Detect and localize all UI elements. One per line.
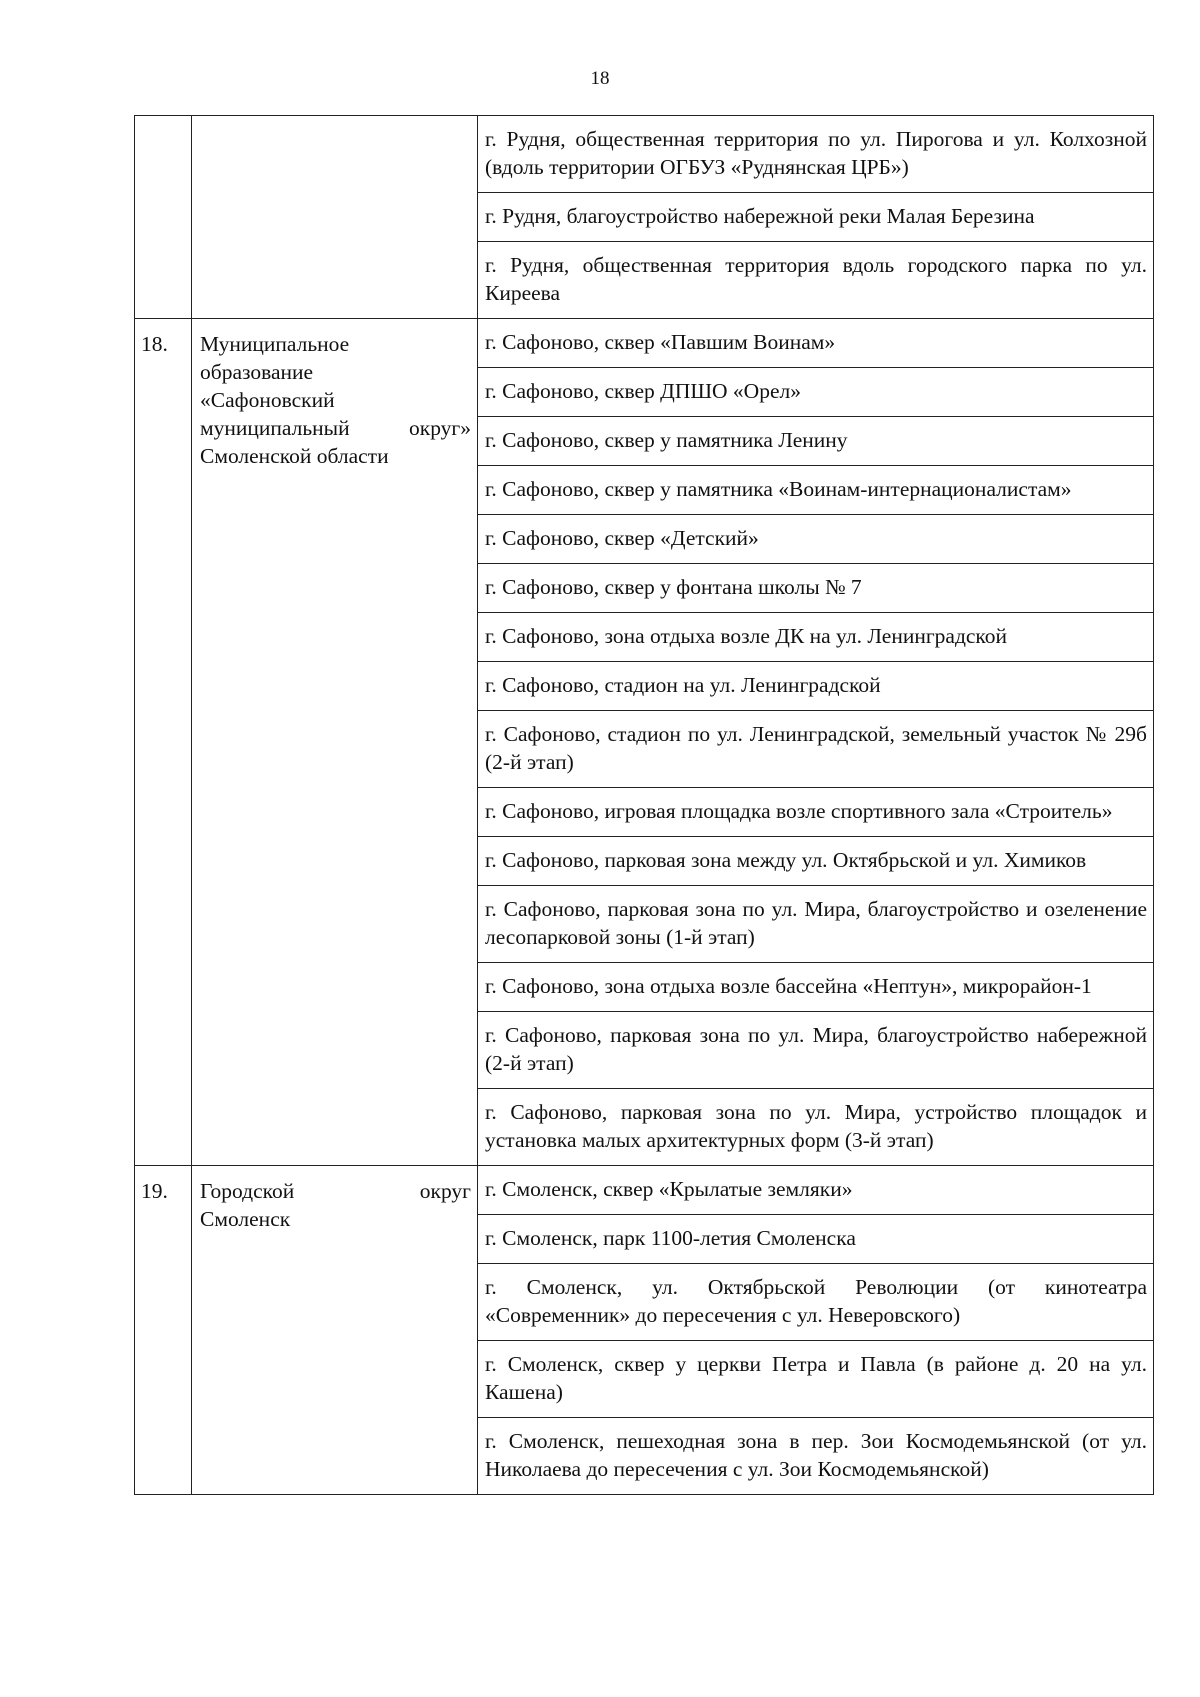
territory-cell: г. Сафоново, зона отдыха возле ДК на ул. Ленинградской [478, 613, 1154, 662]
table-row [135, 116, 1154, 193]
table-row [135, 1166, 1154, 1215]
territory-cell: г. Смоленск, парк 1100-летия Смоленска [478, 1215, 1154, 1264]
territory-cell: г. Сафоново, сквер у памятника «Воинам-интернационалистам» [478, 466, 1154, 515]
municipality-line: Смоленск [200, 1207, 291, 1231]
territory-cell: г. Сафоново, сквер у фонтана школы № 7 [478, 564, 1154, 613]
page-number: 18 [590, 68, 610, 89]
municipality-line: Муниципальное [200, 332, 350, 356]
municipality-line: Смоленской области [200, 444, 389, 468]
municipality-cell [192, 319, 478, 1166]
territory-cell: г. Сафоново, сквер ДПШО «Орел» [478, 368, 1154, 417]
territory-cell: г. Сафоново, парковая зона по ул. Мира, благоустройство набережной (2-й этап) [478, 1012, 1154, 1089]
territory-cell: г. Сафоново, парковая зона между ул. Октябрьской и ул. Химиков [478, 837, 1154, 886]
territory-cell: г. Сафоново, игровая площадка возле спортивного зала «Строитель» [478, 788, 1154, 837]
municipality-line: образование [200, 360, 314, 384]
territory-cell: г. Смоленск, пешеходная зона в пер. Зои Космодемьянской (от ул. Николаева до пересечения с ул. Зои Космодемьянской) [478, 1418, 1154, 1495]
territory-cell: г. Смоленск, сквер «Крылатые земляки» [478, 1166, 1154, 1215]
municipality-line: Городской округ [200, 1179, 471, 1203]
territory-cell: г. Сафоново, парковая зона по ул. Мира, устройство площадок и установка малых архитектурных форм (3-й этап) [478, 1089, 1154, 1166]
territory-cell: г. Смоленск, ул. Октябрьской Революции (от кинотеатра «Современник» до пересечения с ул. Неверовского) [478, 1264, 1154, 1341]
territory-cell: г. Сафоново, сквер у памятника Ленину [478, 417, 1154, 466]
territory-cell: г. Сафоново, парковая зона по ул. Мира, благоустройство и озеленение лесопарковой зоны (1-й этап) [478, 886, 1154, 963]
row-number-cell [135, 116, 192, 319]
territory-cell: г. Рудня, благоустройство набережной реки Малая Березина [478, 193, 1154, 242]
municipality-line: муниципальный округ» [200, 416, 471, 440]
territory-cell: г. Сафоново, стадион на ул. Ленинградской [478, 662, 1154, 711]
territory-cell: г. Сафоново, сквер «Павшим Воинам» [478, 319, 1154, 368]
municipality-cell [192, 1166, 478, 1495]
municipality-line: «Сафоновский [200, 388, 335, 412]
territories-table [134, 115, 1154, 1495]
row-number-cell: 18. [135, 319, 192, 1166]
row-number-cell: 19. [135, 1166, 192, 1495]
municipality-cell [192, 116, 478, 319]
table-row [135, 319, 1154, 368]
territory-cell: г. Сафоново, стадион по ул. Ленинградской, земельный участок № 29б (2-й этап) [478, 711, 1154, 788]
territory-cell: г. Сафоново, сквер «Детский» [478, 515, 1154, 564]
territory-cell: г. Сафоново, зона отдыха возле бассейна «Нептун», микрорайон-1 [478, 963, 1154, 1012]
territory-cell: г. Рудня, общественная территория вдоль городского парка по ул. Киреева [478, 242, 1154, 319]
territory-cell: г. Смоленск, сквер у церкви Петра и Павла (в районе д. 20 на ул. Кашена) [478, 1341, 1154, 1418]
territory-cell: г. Рудня, общественная территория по ул. Пирогова и ул. Колхозной (вдоль территории ОГБУЗ «Руднянская ЦРБ») [478, 116, 1154, 193]
